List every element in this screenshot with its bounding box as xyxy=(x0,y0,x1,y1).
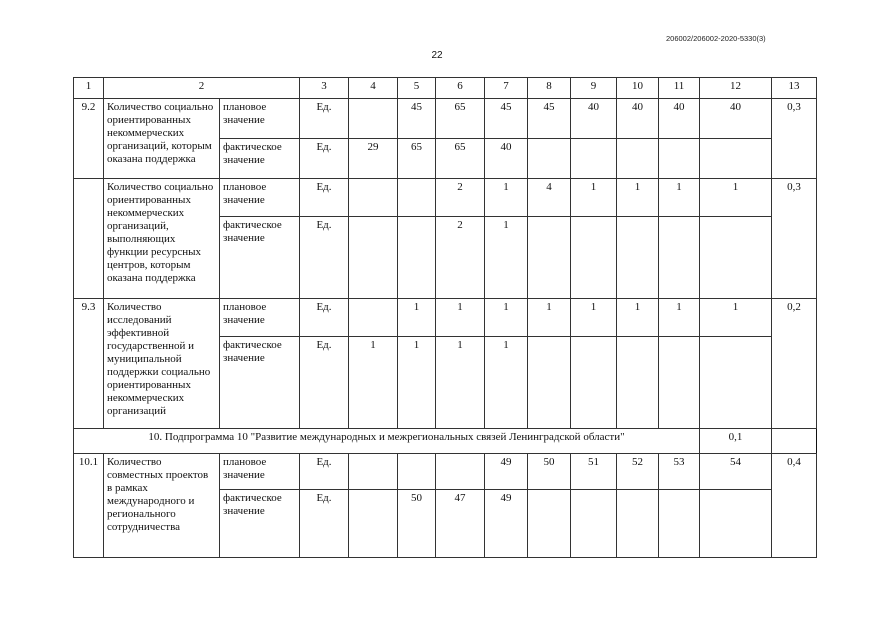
value-cell: 54 xyxy=(700,454,772,490)
indicator-name: Количество исследований эффективной государственной и муниципальной поддержки социально ориентированных некоммерческих организаций xyxy=(104,299,220,429)
value-cell xyxy=(571,337,617,429)
col-header: 5 xyxy=(398,78,436,99)
col-header: 1 xyxy=(74,78,104,99)
col-header: 8 xyxy=(528,78,571,99)
value-cell: 29 xyxy=(349,139,398,179)
value-cell: 1 xyxy=(528,299,571,337)
value-cell: 1 xyxy=(617,179,659,217)
value-cell xyxy=(349,179,398,217)
value-cell xyxy=(700,139,772,179)
value-cell xyxy=(349,490,398,558)
row-code: 9.3 xyxy=(74,299,104,429)
value-cell: 50 xyxy=(528,454,571,490)
value-cell xyxy=(528,490,571,558)
unit-cell: Ед. xyxy=(300,179,349,217)
table-row xyxy=(74,299,817,337)
unit-cell: Ед. xyxy=(300,99,349,139)
plan-label: плановое значение xyxy=(220,454,300,490)
plan-label: плановое значение xyxy=(220,179,300,217)
value-cell: 49 xyxy=(485,490,528,558)
value-cell xyxy=(571,217,617,299)
value-cell: 40 xyxy=(617,99,659,139)
value-cell xyxy=(659,139,700,179)
value-cell: 1 xyxy=(659,179,700,217)
value-cell: 1 xyxy=(436,299,485,337)
col-header: 10 xyxy=(617,78,659,99)
value-cell: 53 xyxy=(659,454,700,490)
indicator-name: Количество совместных проектов в рамках международного и регионального сотрудничества xyxy=(104,454,220,558)
value-cell xyxy=(398,454,436,490)
value-cell xyxy=(398,217,436,299)
subprogram-row xyxy=(74,429,817,454)
unit-cell: Ед. xyxy=(300,337,349,429)
col-header: 2 xyxy=(104,78,300,99)
value-cell xyxy=(659,337,700,429)
col-header: 9 xyxy=(571,78,617,99)
value-cell: 1 xyxy=(398,299,436,337)
value-cell: 1 xyxy=(349,337,398,429)
fact-label: фактическое значение xyxy=(220,139,300,179)
value-cell xyxy=(349,454,398,490)
value-cell: 65 xyxy=(436,99,485,139)
table-row xyxy=(74,179,817,217)
value-cell: 40 xyxy=(700,99,772,139)
value-cell xyxy=(528,139,571,179)
value-cell: 52 xyxy=(617,454,659,490)
value-cell: 50 xyxy=(398,490,436,558)
value-cell xyxy=(571,139,617,179)
page-number: 22 xyxy=(431,50,443,61)
weight-cell: 0,1 xyxy=(700,429,772,454)
subprogram-title: 10. Подпрограмма 10 "Развитие международных и межрегиональных связей Ленинградской области" xyxy=(74,429,700,454)
value-cell xyxy=(700,490,772,558)
value-cell xyxy=(436,454,485,490)
value-cell xyxy=(617,217,659,299)
value-cell: 1 xyxy=(700,299,772,337)
value-cell xyxy=(617,490,659,558)
row-code: 9.2 xyxy=(74,99,104,179)
value-cell xyxy=(700,217,772,299)
indicators-table xyxy=(73,77,817,558)
col-header: 7 xyxy=(485,78,528,99)
value-cell: 1 xyxy=(617,299,659,337)
plan-label: плановое значение xyxy=(220,99,300,139)
value-cell xyxy=(528,337,571,429)
unit-cell: Ед. xyxy=(300,217,349,299)
value-cell: 1 xyxy=(700,179,772,217)
document-id: 206002/206002-2020-5330(3) xyxy=(666,34,766,43)
value-cell: 2 xyxy=(436,217,485,299)
value-cell xyxy=(659,217,700,299)
unit-cell: Ед. xyxy=(300,454,349,490)
value-cell: 45 xyxy=(485,99,528,139)
value-cell: 49 xyxy=(485,454,528,490)
weight-cell: 0,3 xyxy=(772,179,817,299)
plan-label: плановое значение xyxy=(220,299,300,337)
col-header: 11 xyxy=(659,78,700,99)
value-cell: 40 xyxy=(485,139,528,179)
value-cell xyxy=(617,337,659,429)
value-cell: 4 xyxy=(528,179,571,217)
value-cell: 1 xyxy=(485,179,528,217)
col-header: 13 xyxy=(772,78,817,99)
value-cell xyxy=(617,139,659,179)
value-cell: 1 xyxy=(485,299,528,337)
value-cell: 40 xyxy=(571,99,617,139)
table-row xyxy=(74,454,817,490)
value-cell: 45 xyxy=(398,99,436,139)
table-row xyxy=(74,99,817,139)
weight-cell: 0,4 xyxy=(772,454,817,558)
value-cell xyxy=(349,99,398,139)
row-code: 10.1 xyxy=(74,454,104,558)
value-cell xyxy=(571,490,617,558)
weight-cell: 0,2 xyxy=(772,299,817,429)
value-cell xyxy=(659,490,700,558)
value-cell: 1 xyxy=(571,179,617,217)
row-code xyxy=(74,179,104,299)
value-cell xyxy=(349,299,398,337)
unit-cell: Ед. xyxy=(300,139,349,179)
weight-cell: 0,3 xyxy=(772,99,817,179)
value-cell: 1 xyxy=(659,299,700,337)
header-row xyxy=(74,78,817,99)
col-header: 4 xyxy=(349,78,398,99)
value-cell xyxy=(528,217,571,299)
value-cell: 1 xyxy=(398,337,436,429)
value-cell: 1 xyxy=(485,337,528,429)
value-cell: 40 xyxy=(659,99,700,139)
indicator-name: Количество социально ориентированных некоммерческих организаций, которым оказана поддержка xyxy=(104,99,220,179)
value-cell: 51 xyxy=(571,454,617,490)
value-cell: 47 xyxy=(436,490,485,558)
col-header: 12 xyxy=(700,78,772,99)
fact-label: фактическое значение xyxy=(220,490,300,558)
value-cell: 65 xyxy=(436,139,485,179)
value-cell: 45 xyxy=(528,99,571,139)
value-cell: 65 xyxy=(398,139,436,179)
col-header: 6 xyxy=(436,78,485,99)
value-cell: 1 xyxy=(485,217,528,299)
fact-label: фактическое значение xyxy=(220,337,300,429)
indicator-name: Количество социально ориентированных некоммерческих организаций, выполняющих функции ресурсных центров, которым оказана поддержка xyxy=(104,179,220,299)
unit-cell: Ед. xyxy=(300,299,349,337)
fact-label: фактическое значение xyxy=(220,217,300,299)
value-cell: 1 xyxy=(571,299,617,337)
value-cell: 1 xyxy=(436,337,485,429)
value-cell xyxy=(398,179,436,217)
value-cell xyxy=(700,337,772,429)
col-header: 3 xyxy=(300,78,349,99)
value-cell: 2 xyxy=(436,179,485,217)
unit-cell: Ед. xyxy=(300,490,349,558)
value-cell xyxy=(349,217,398,299)
